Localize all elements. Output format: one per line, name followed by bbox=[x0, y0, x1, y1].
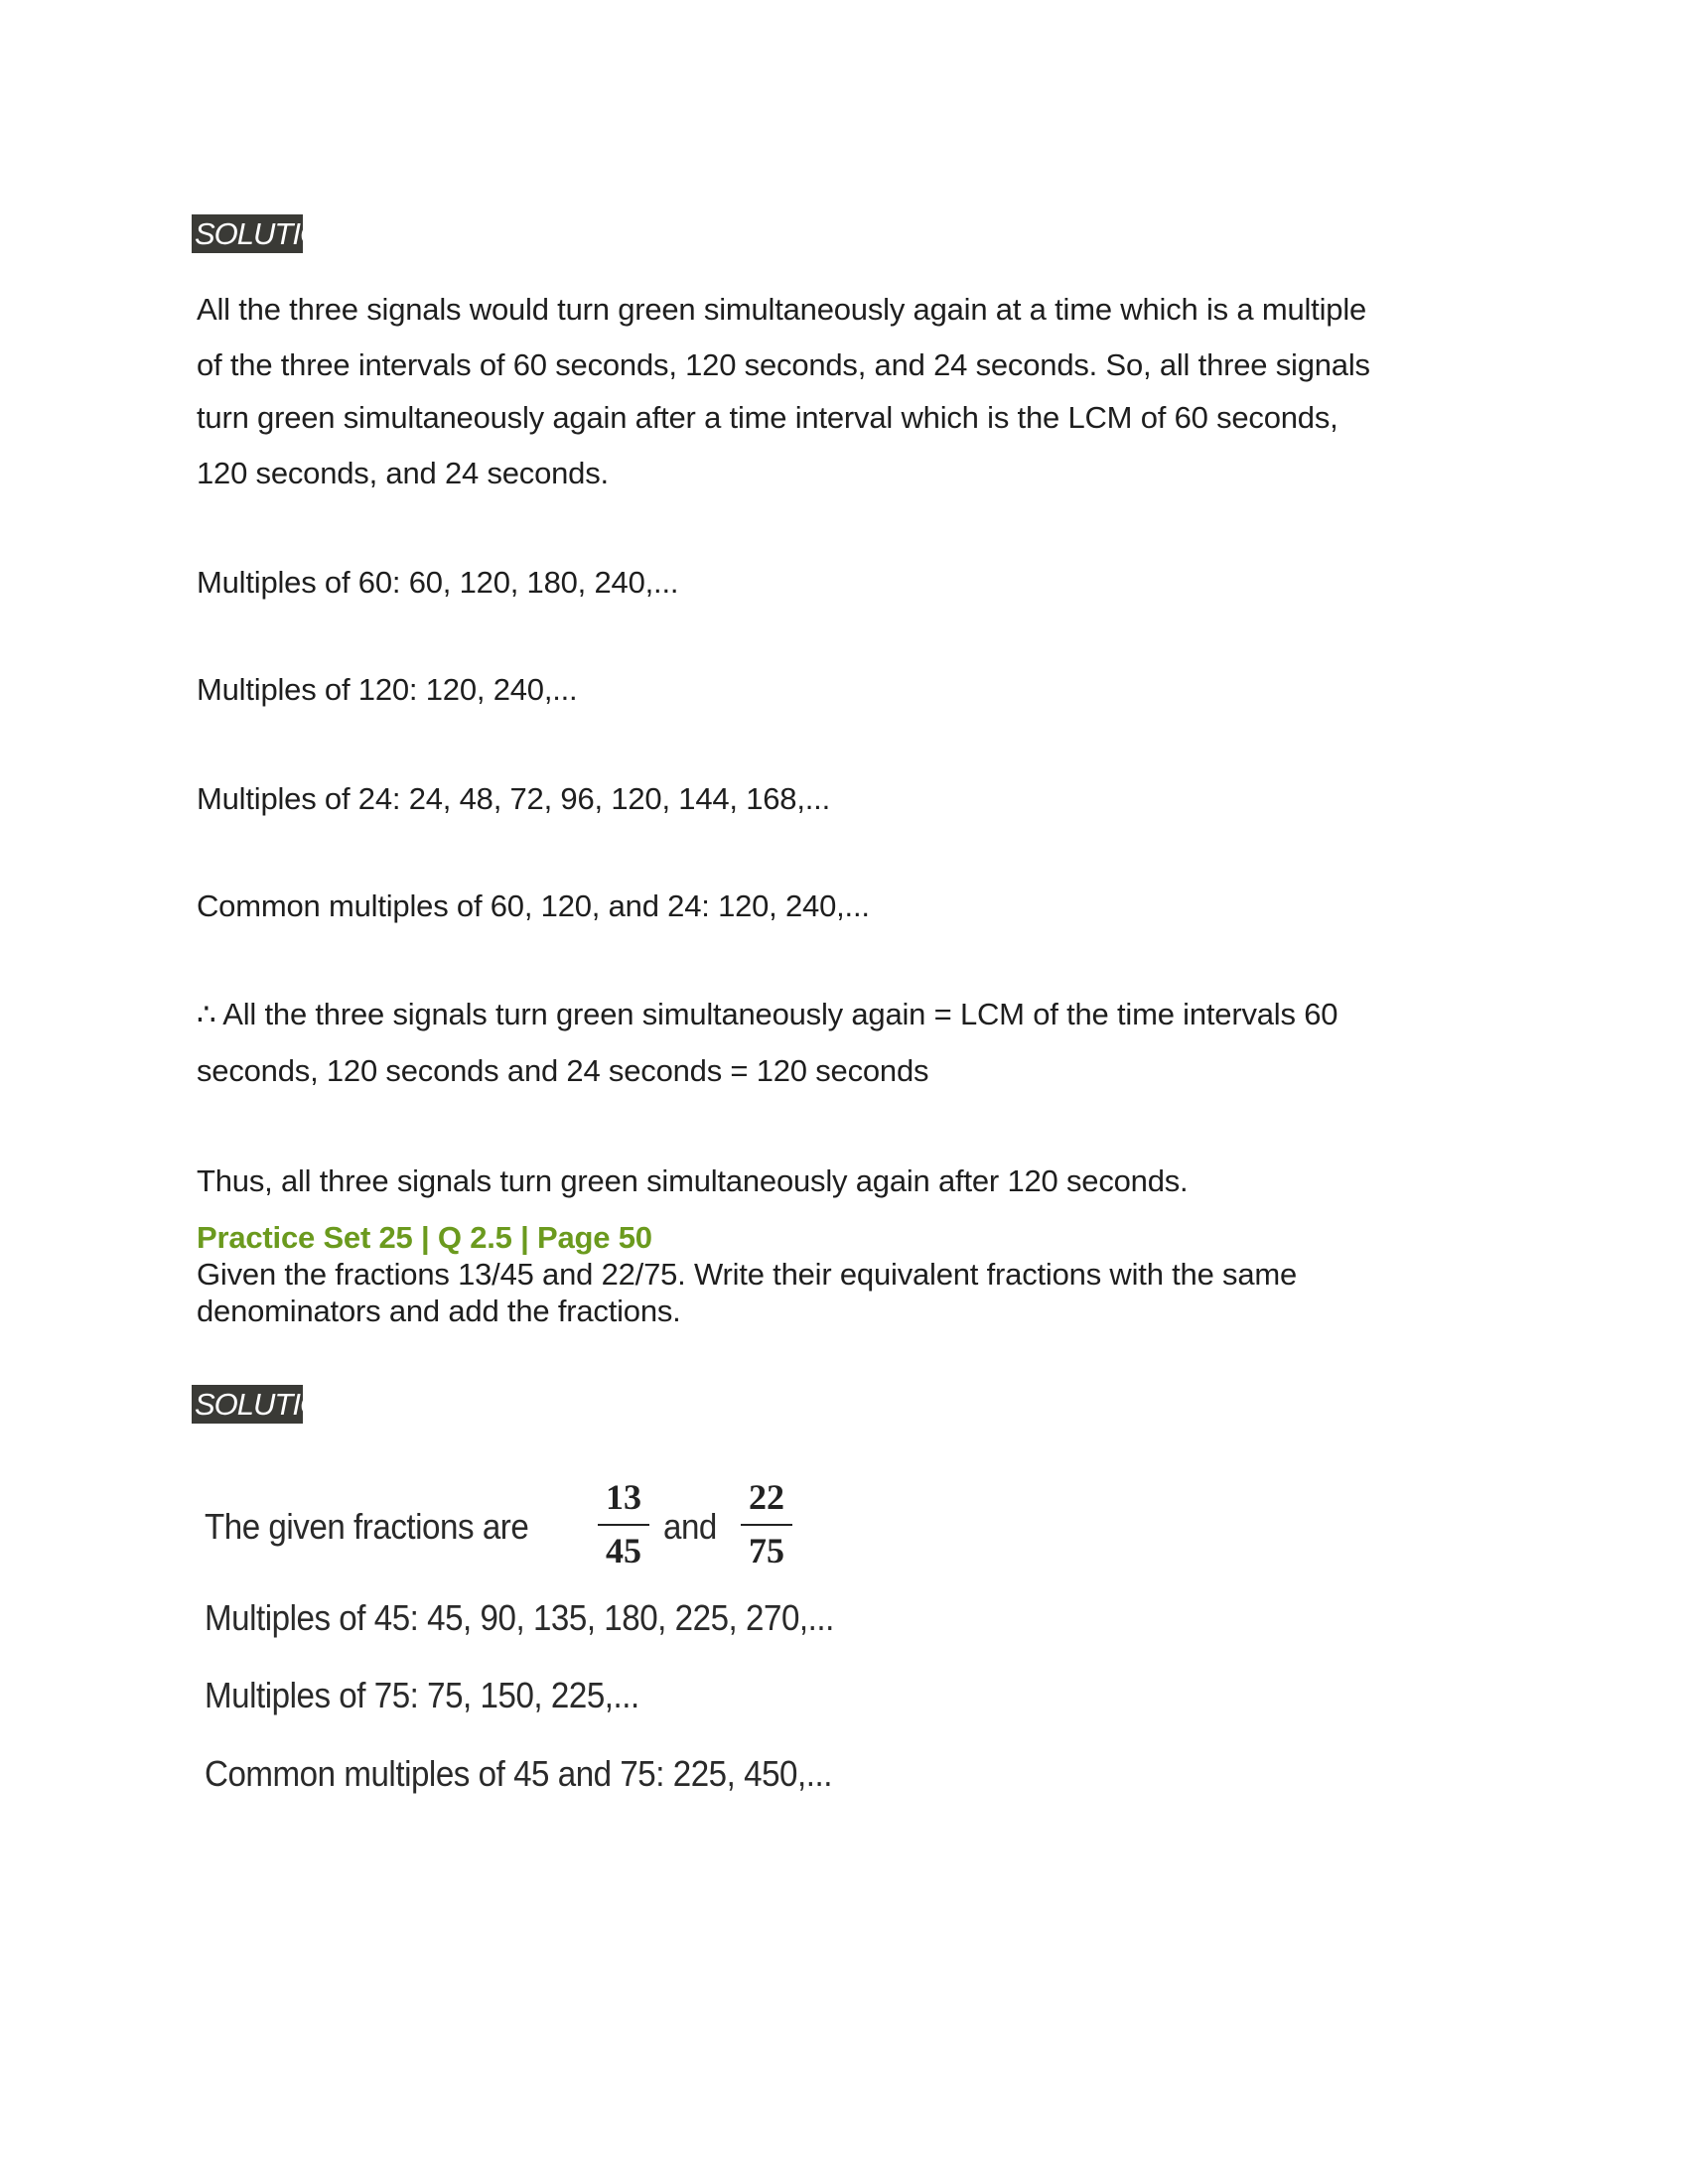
numerator: 22 bbox=[749, 1477, 784, 1517]
paragraph-line: of the three intervals of 60 seconds, 120 seconds, and 24 seconds. So, all three signals bbox=[197, 347, 1370, 382]
numerator: 13 bbox=[606, 1477, 641, 1517]
fraction-bar bbox=[598, 1524, 649, 1526]
therefore-line: seconds, 120 seconds and 24 seconds = 120 seconds bbox=[197, 1053, 929, 1088]
solution-label: SOLUTION bbox=[192, 214, 303, 253]
conclusion: Thus, all three signals turn green simultaneously again after 120 seconds. bbox=[197, 1163, 1189, 1198]
fractions-intro: The given fractions are bbox=[205, 1506, 529, 1547]
question-text: denominators and add the fractions. bbox=[197, 1294, 681, 1328]
therefore-line: ∴ All the three signals turn green simultaneously again = LCM of the time intervals 60 bbox=[197, 997, 1338, 1031]
solution-label: SOLUTION bbox=[192, 1385, 303, 1424]
multiples-60: Multiples of 60: 60, 120, 180, 240,... bbox=[197, 565, 679, 600]
paragraph-line: All the three signals would turn green simultaneously again at a time which is a multiple bbox=[197, 292, 1367, 327]
denominator: 45 bbox=[606, 1531, 641, 1570]
paragraph-line: 120 seconds, and 24 seconds. bbox=[197, 456, 609, 490]
fraction-13-45 bbox=[598, 1476, 649, 1571]
multiples-75: Multiples of 75: 75, 150, 225,... bbox=[205, 1675, 639, 1715]
paragraph-line: turn green simultaneously again after a time interval which is the LCM of 60 seconds, bbox=[197, 400, 1338, 435]
and-text: and bbox=[663, 1506, 717, 1547]
multiples-120: Multiples of 120: 120, 240,... bbox=[197, 672, 578, 707]
question-text: Given the fractions 13/45 and 22/75. Write their equivalent fractions with the same bbox=[197, 1257, 1298, 1292]
denominator: 75 bbox=[749, 1531, 784, 1570]
multiples-45: Multiples of 45: 45, 90, 135, 180, 225, 270,... bbox=[205, 1597, 834, 1638]
fraction-bar bbox=[741, 1524, 792, 1526]
fraction-22-75 bbox=[741, 1476, 792, 1571]
common-multiples-45-75: Common multiples of 45 and 75: 225, 450,... bbox=[205, 1753, 832, 1794]
question-heading: Practice Set 25 | Q 2.5 | Page 50 bbox=[197, 1220, 652, 1255]
common-multiples: Common multiples of 60, 120, and 24: 120, 240,... bbox=[197, 888, 870, 923]
multiples-24: Multiples of 24: 24, 48, 72, 96, 120, 144, 168,... bbox=[197, 781, 831, 816]
